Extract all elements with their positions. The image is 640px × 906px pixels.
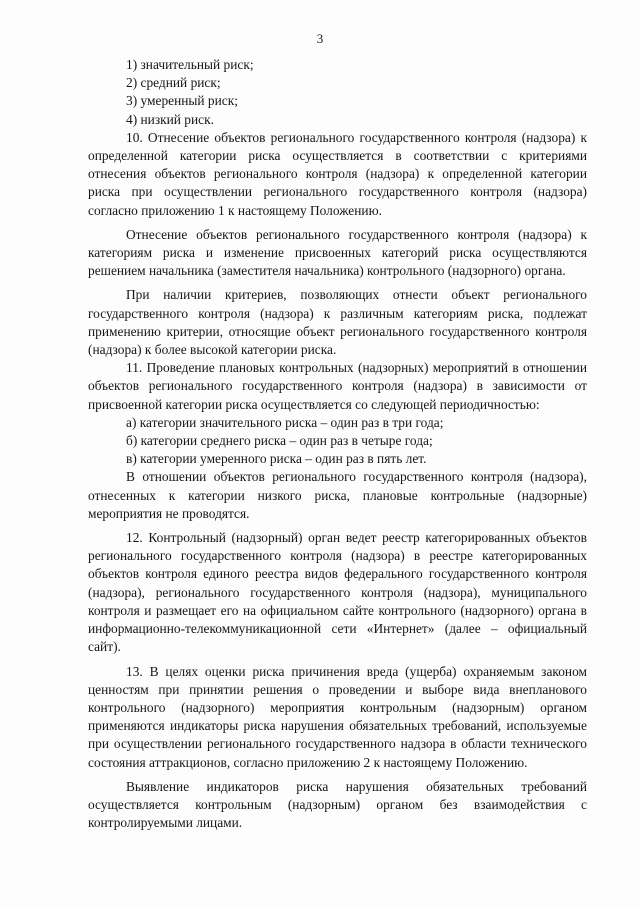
- periodicity-item-b: б) категории среднего риска – один раз в четыре года;: [126, 433, 433, 449]
- risk-item-1: 1) значительный риск;: [126, 57, 254, 72]
- document-body: [88, 56, 587, 832]
- periodicity-item-c: в) категории умеренного риска – один раз в пять лет.: [126, 451, 427, 467]
- clause-13-indicators: Выявление индикаторов риска нарушения обязательных требований осуществляется контрольным (надзорным) органом без взаимодействия с контролируемыми лицами.: [88, 778, 587, 831]
- clause-10-higher-category: При наличии критериев, позволяющих отнести объект регионального государственного контроля (надзора) к различным категориям риска, подлежат применению критерии, относящие объект регионального государственного контроля (надзора) к более высокой категории риска.: [88, 287, 587, 358]
- clause-10: 10. Отнесение объектов регионального государственного контроля (надзора) к определенной категории риска осуществляется в соответствии с критериями отнесения объектов регионального контроля (надзора) к определенной категории риска при осуществлении регионального государственного контроля (надзора) согласно приложению 1 к настоящему Положению.: [88, 129, 587, 218]
- risk-item-2: 2) средний риск;: [126, 75, 221, 91]
- risk-item-3: 3) умеренный риск;: [126, 93, 238, 109]
- page-number: 3: [316, 31, 324, 46]
- clause-11-low-risk: В отношении объектов регионального государственного контроля (надзора), отнесенных к категории низкого риска, плановые контрольные (надзорные) мероприятия не проводятся.: [88, 469, 587, 521]
- clause-12: 12. Контрольный (надзорный) орган ведет реестр категорированных объектов регионального государственного контроля (надзора) в реестре категорированных объектов контроля единого реестра видов федерального государственного контроля (надзора), регионального государственного контроля (надзора), муниципального контроля и размещает его на официальном сайте контрольного (надзорного) органа в информационно-телекоммуникационной сети «Интернет» (далее – официальный сайт).: [88, 530, 587, 655]
- risk-item-4: 4) низкий риск.: [126, 111, 214, 127]
- clause-10-assignment: Отнесение объектов регионального государственного контроля (надзора) к категориям риска и изменение присвоенных категорий риска осуществляются решением начальника (заместителя начальника) контрольного (надзорного) органа.: [88, 226, 587, 279]
- periodicity-item-a: а) категории значительного риска – один раз в три года;: [126, 414, 444, 430]
- clause-11: 11. Проведение плановых контрольных (надзорных) мероприятий в отношении объектов регионального государственного контроля (надзора) в зависимости от присвоенной категории риска осуществляется со следующей периодичностью:: [88, 360, 587, 412]
- clause-13: 13. В целях оценки риска причинения вреда (ущерба) охраняемым законом ценностям при принятии решения о проведении и выборе вида внепланового контрольного (надзорного) мероприятия контрольным (надзорным) органом применяются индикаторы риска нарушения обязательных требований, используемые при осуществлении регионального государственного надзора в области технического состояния аттракционов, согласно приложению 2 к настоящему Положению.: [88, 663, 587, 770]
